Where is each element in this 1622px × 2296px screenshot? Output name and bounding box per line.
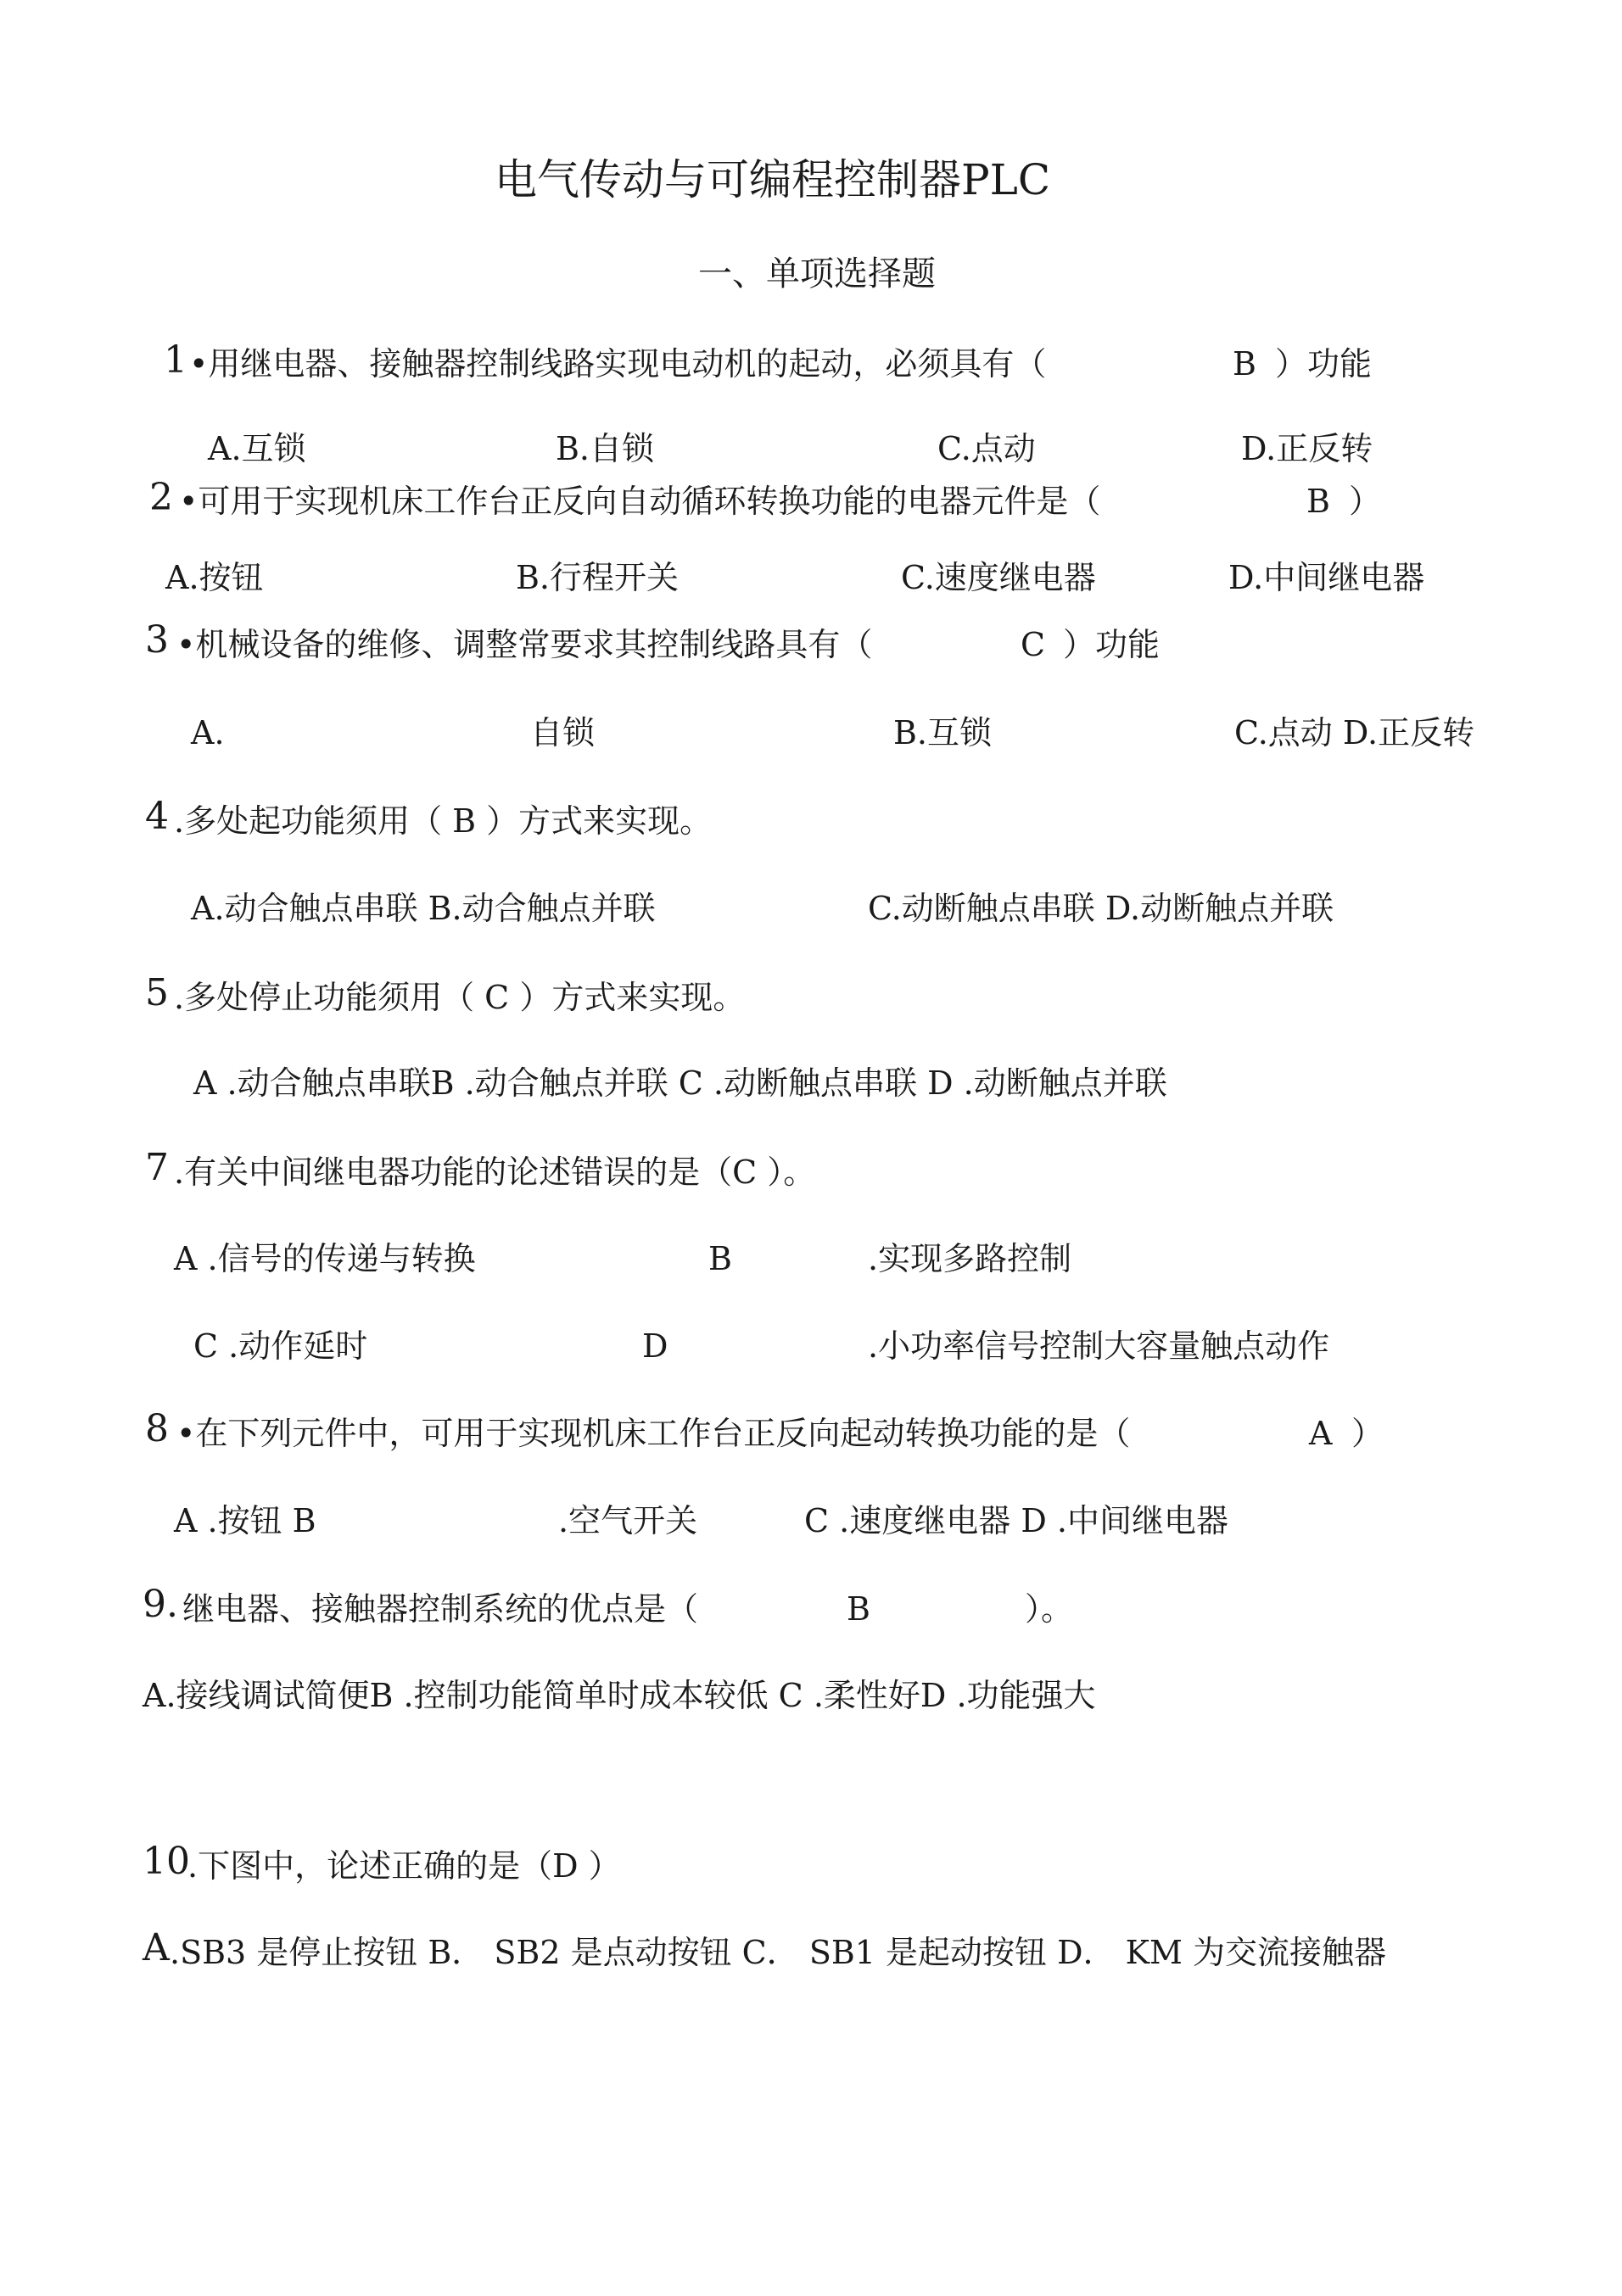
answer-letter: B: [1233, 345, 1256, 383]
document-title: 电气传动与可编程控制器PLC: [495, 155, 1051, 204]
question-text: •机械设备的维修、调整常要求其控制线路具有（: [176, 626, 873, 663]
question-number: 10: [143, 1840, 190, 1883]
question-tail: ）: [1349, 483, 1382, 520]
question-number: 9.: [143, 1583, 178, 1626]
options-line: A.接线调试简便B .控制功能简单时成本较低 C .柔性好D .功能强大: [143, 1677, 1096, 1714]
option-d-letter: D: [642, 1327, 668, 1365]
option-c: C.速度继电器: [901, 559, 1096, 596]
option-b-text: .空气开关: [558, 1502, 698, 1539]
option-a-b: A.动合触点串联 B.动合触点并联: [191, 890, 656, 927]
question-tail: ）功能: [1275, 345, 1373, 383]
options-line: A .动合触点串联B .动合触点并联 C .动断触点串联 D .动断触点并联: [193, 1064, 1167, 1102]
option-a: A .信号的传递与转换: [174, 1240, 476, 1277]
question-tail: ）。: [1025, 1590, 1074, 1628]
option-a: A.互锁: [208, 430, 306, 467]
question-number: 4: [145, 795, 169, 838]
answer-letter: B: [847, 1590, 870, 1628]
question-tail: ）: [1351, 1415, 1384, 1452]
option-c-d: C.动断触点串联 D.动断触点并联: [868, 890, 1334, 927]
question-text: 继电器、接触器控制系统的优点是（: [182, 1590, 699, 1628]
answer-letter: B: [1306, 483, 1330, 520]
question-tail: ）功能: [1063, 626, 1161, 663]
question-text: •在下列元件中，可用于实现机床工作台正反向起动转换功能的是（: [176, 1415, 1131, 1452]
option-b-text: .实现多路控制: [868, 1240, 1072, 1277]
question-number: 3: [145, 618, 169, 662]
question-number: 2: [149, 476, 173, 519]
option-b: B.自锁: [556, 430, 655, 467]
question-number: 7: [145, 1146, 169, 1189]
question-text: •可用于实现机床工作台正反向自动循环转换功能的电器元件是（: [179, 483, 1101, 520]
question-number: 1: [164, 338, 187, 382]
section-heading: 一、单项选择题: [698, 254, 936, 293]
option-a: A.: [191, 714, 225, 751]
question-number: 8: [145, 1407, 169, 1450]
option-d-text: .小功率信号控制大容量触点动作: [868, 1327, 1330, 1365]
option-a-letter: A: [143, 1926, 170, 1969]
question-text: .多处停止功能须用（ C ）方式来实现。: [174, 979, 746, 1016]
question-text: .多处起功能须用（ B ）方式来实现。: [174, 802, 713, 840]
option-a-b: A .按钮 B: [174, 1502, 316, 1539]
option-a: A.按钮: [165, 559, 264, 596]
question-text: •用继电器、接触器控制线路实现电动机的起动，必须具有（: [189, 345, 1047, 383]
option-a-text: 自锁: [530, 714, 596, 751]
answer-letter: A: [1309, 1415, 1333, 1452]
option-b: B.互锁: [893, 714, 993, 751]
option-c: C.点动: [937, 430, 1036, 467]
options-line: .SB3 是停止按钮 B． SB2 是点动按钮 C． SB1 是起动按钮 D． KM 为交流接触器: [170, 1934, 1387, 1971]
option-b-letter: B: [708, 1240, 732, 1277]
question-text: .有关中间继电器功能的论述错误的是（C ）。: [174, 1154, 816, 1191]
option-b: B.行程开关: [516, 559, 680, 596]
option-c-d: C.点动 D.正反转: [1234, 714, 1475, 751]
question-number: 5: [145, 971, 169, 1014]
option-c-d: C .速度继电器 D .中间继电器: [804, 1502, 1228, 1539]
answer-letter: C: [1021, 626, 1046, 663]
option-d: D.正反转: [1241, 430, 1373, 467]
option-d: D.中间继电器: [1228, 559, 1425, 596]
option-c: C .动作延时: [193, 1327, 368, 1365]
question-text: .下图中，论述正确的是（D ）: [187, 1847, 621, 1885]
